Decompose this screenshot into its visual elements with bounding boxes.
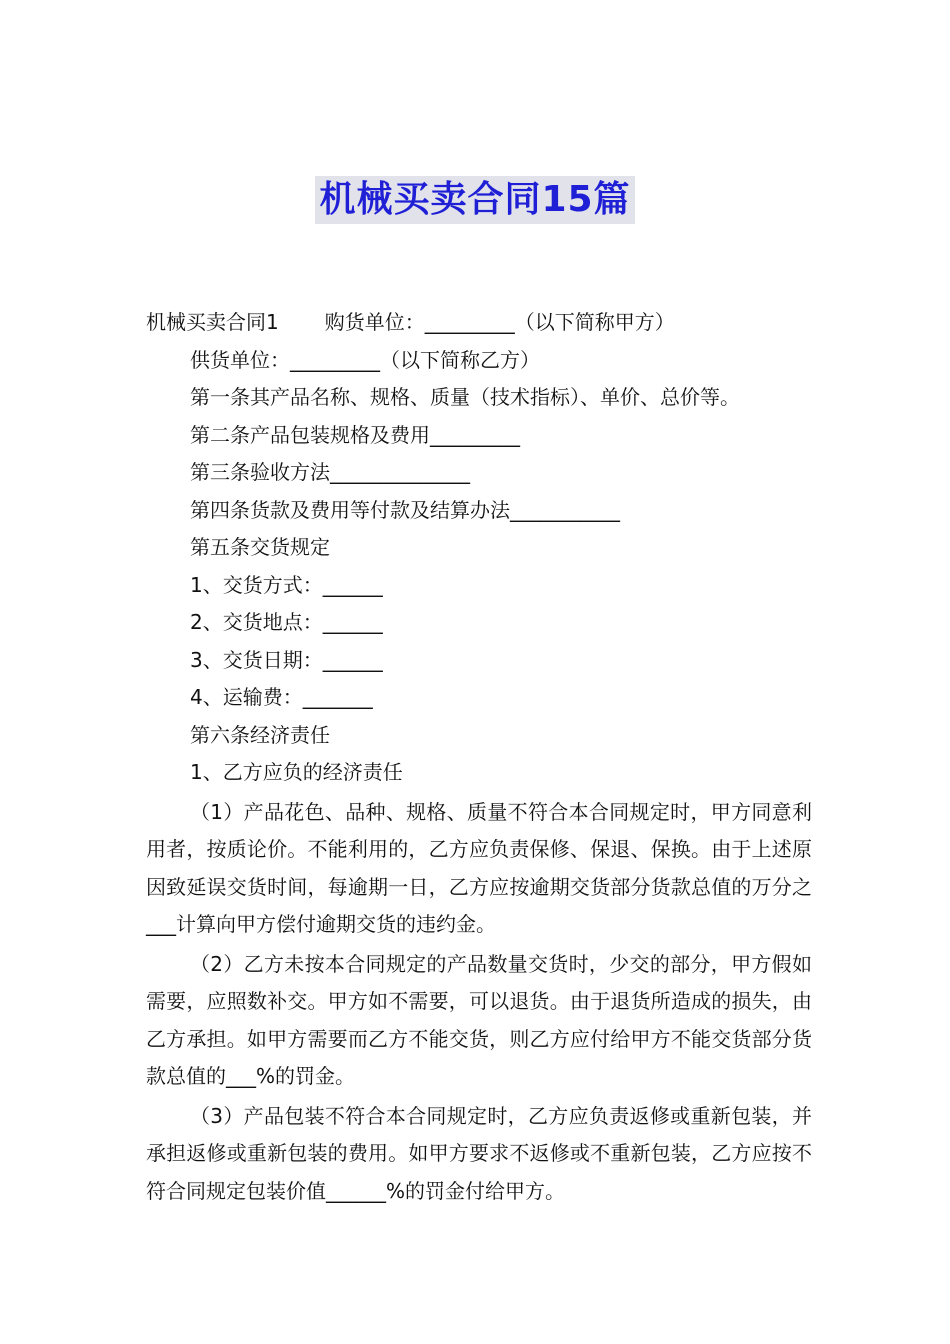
seller-line: 供货单位：_________（以下简称乙方） [190,347,540,372]
article-6: 第六条经济责任 [190,722,330,747]
liability-paragraph-3: （3）产品包装不符合本合同规定时，乙方应负责返修或重新包装，并承担返修或重新包装的费用。如甲方要求不返修或不重新包装，乙方应按不符合同规定包装价值______%的罚金付给甲方。 [146,1103,812,1203]
contract-header-line [146,304,812,342]
document-title: 机械买卖合同15篇 [315,176,634,224]
buyer-line: 购货单位：_________（以下简称甲方） [324,310,675,334]
delivery-item: 1、交货方式：______ [190,572,383,597]
article-1: 第一条其产品名称、规格、质量（技术指标）、单价、总价等。 [190,385,740,409]
liability-paragraph-2: （2）乙方未按本合同规定的产品数量交货时，少交的部分，甲方假如需要，应照数补交。甲方如不需要，可以退货。由于退货所造成的损失，由乙方承担。如甲方需要而乙方不能交货，则乙方应付给甲方不能交货部分货款总值的___%的罚金。 [146,951,812,1088]
document-body [146,304,812,1210]
liability-paragraph-1: （1）产品花色、品种、规格、质量不符合本合同规定时，甲方同意利用者，按质论价。不能利用的，乙方应负责保修、保退、保换。由于上述原因致延误交货时间，每逾期一日，乙方应按逾期交货部分货款总值的万分之___计算向甲方偿付逾期交货的违约金。 [146,799,812,936]
title-container [0,176,950,224]
contract-label: 机械买卖合同1 [146,310,279,334]
delivery-item: 3、交货日期：______ [190,647,383,672]
article-3: 第三条验收方法______________ [190,460,470,484]
article-6-subheading: 1、乙方应负的经济责任 [190,760,403,784]
delivery-item: 2、交货地点：______ [190,610,383,634]
delivery-item: 4、运输费：_______ [190,685,373,709]
article-5: 第五条交货规定 [190,535,330,559]
article-2: 第二条产品包装规格及费用_________ [190,422,520,447]
article-4: 第四条货款及费用等付款及结算办法___________ [190,497,620,522]
